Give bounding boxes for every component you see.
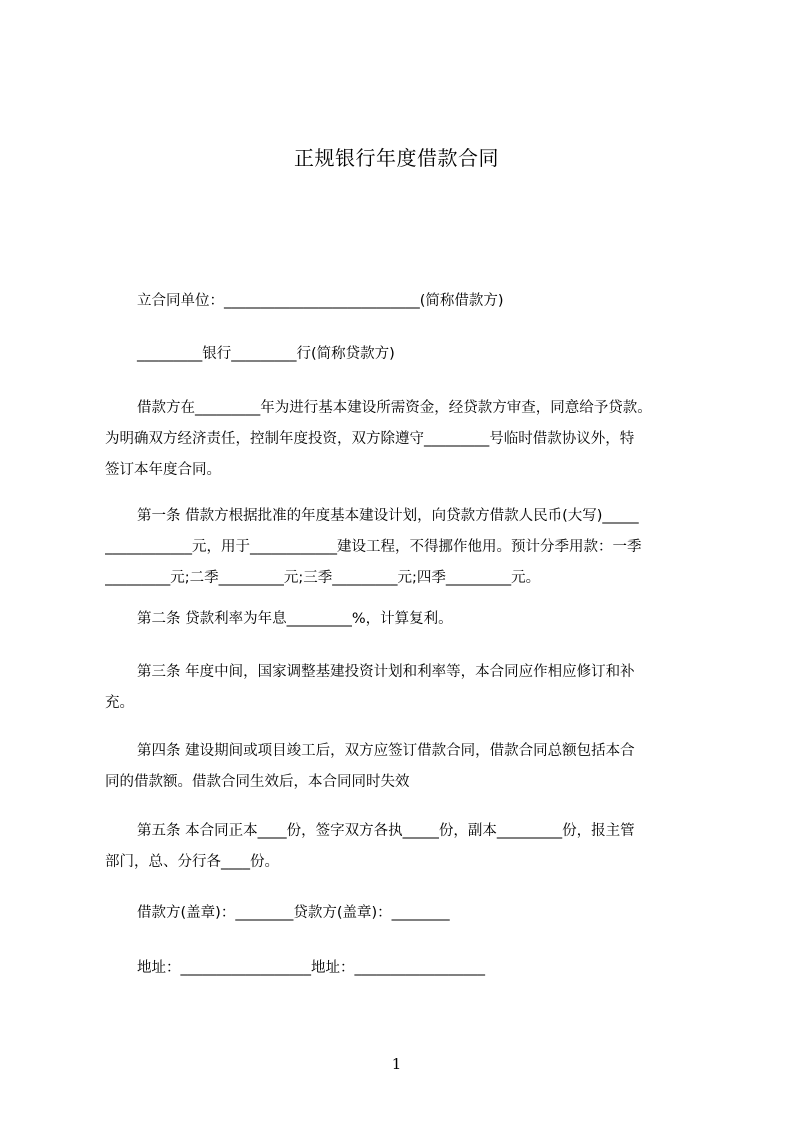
preamble-line-2: 为明确双方经济责任，控制年度投资，双方除遵守_________号临时借款协议外，特 <box>105 431 635 447</box>
article-4-line-1: 第四条 建设期间或项目竣工后，双方应签订借款合同，借款合同总额包括本合 <box>137 743 635 759</box>
article-1-line-1: 第一条 借款方根据批准的年度基本建设计划，向贷款方借款人民币(大写)_____ <box>137 508 639 524</box>
article-5-line-2: 部门，总、分行各____份。 <box>105 854 279 870</box>
page-number: 1 <box>391 1055 402 1073</box>
article-3-line-2: 充。 <box>105 695 134 711</box>
document-title: 正规银行年度借款合同 <box>294 146 499 170</box>
article-5-line-1: 第五条 本合同正本____份，签字双方各执_____份，副本_________份，报主管 <box>137 823 635 839</box>
party-borrower-line: 立合同单位：___________________________(简称借款方) <box>137 293 504 309</box>
preamble-paragraph <box>105 393 700 486</box>
article-3-paragraph <box>105 657 700 719</box>
preamble-line-1: 借款方在_________年为进行基本建设所需资金，经贷款方审查，同意给予贷款。 <box>137 400 652 416</box>
article-4-paragraph <box>105 736 700 798</box>
article-3-line-1: 第三条 年度中间，国家调整基建投资计划和利率等，本合同应作相应修订和补 <box>137 664 635 680</box>
preamble-line-3: 签订本年度合同。 <box>105 462 221 478</box>
article-5-paragraph <box>105 816 700 878</box>
article-1-line-3: _________元;二季_________元;三季_________元;四季_________元。 <box>105 570 541 586</box>
party-lender-line: _________银行_________行(简称贷款方) <box>137 346 395 362</box>
article-1-line-2: ____________元，用于____________建设工程，不得挪作他用。预计分季用款：一季 <box>105 539 642 555</box>
article-4-line-2: 同的借款额。借款合同生效后，本合同同时失效 <box>105 774 410 790</box>
article-2-line: 第二条 贷款利率为年息_________%，计算复利。 <box>137 611 453 627</box>
signature-line: 借款方(盖章)：________贷款方(盖章)：________ <box>137 905 450 921</box>
address-line: 地址：__________________地址：__________________ <box>137 960 485 976</box>
article-1-paragraph <box>105 501 700 594</box>
